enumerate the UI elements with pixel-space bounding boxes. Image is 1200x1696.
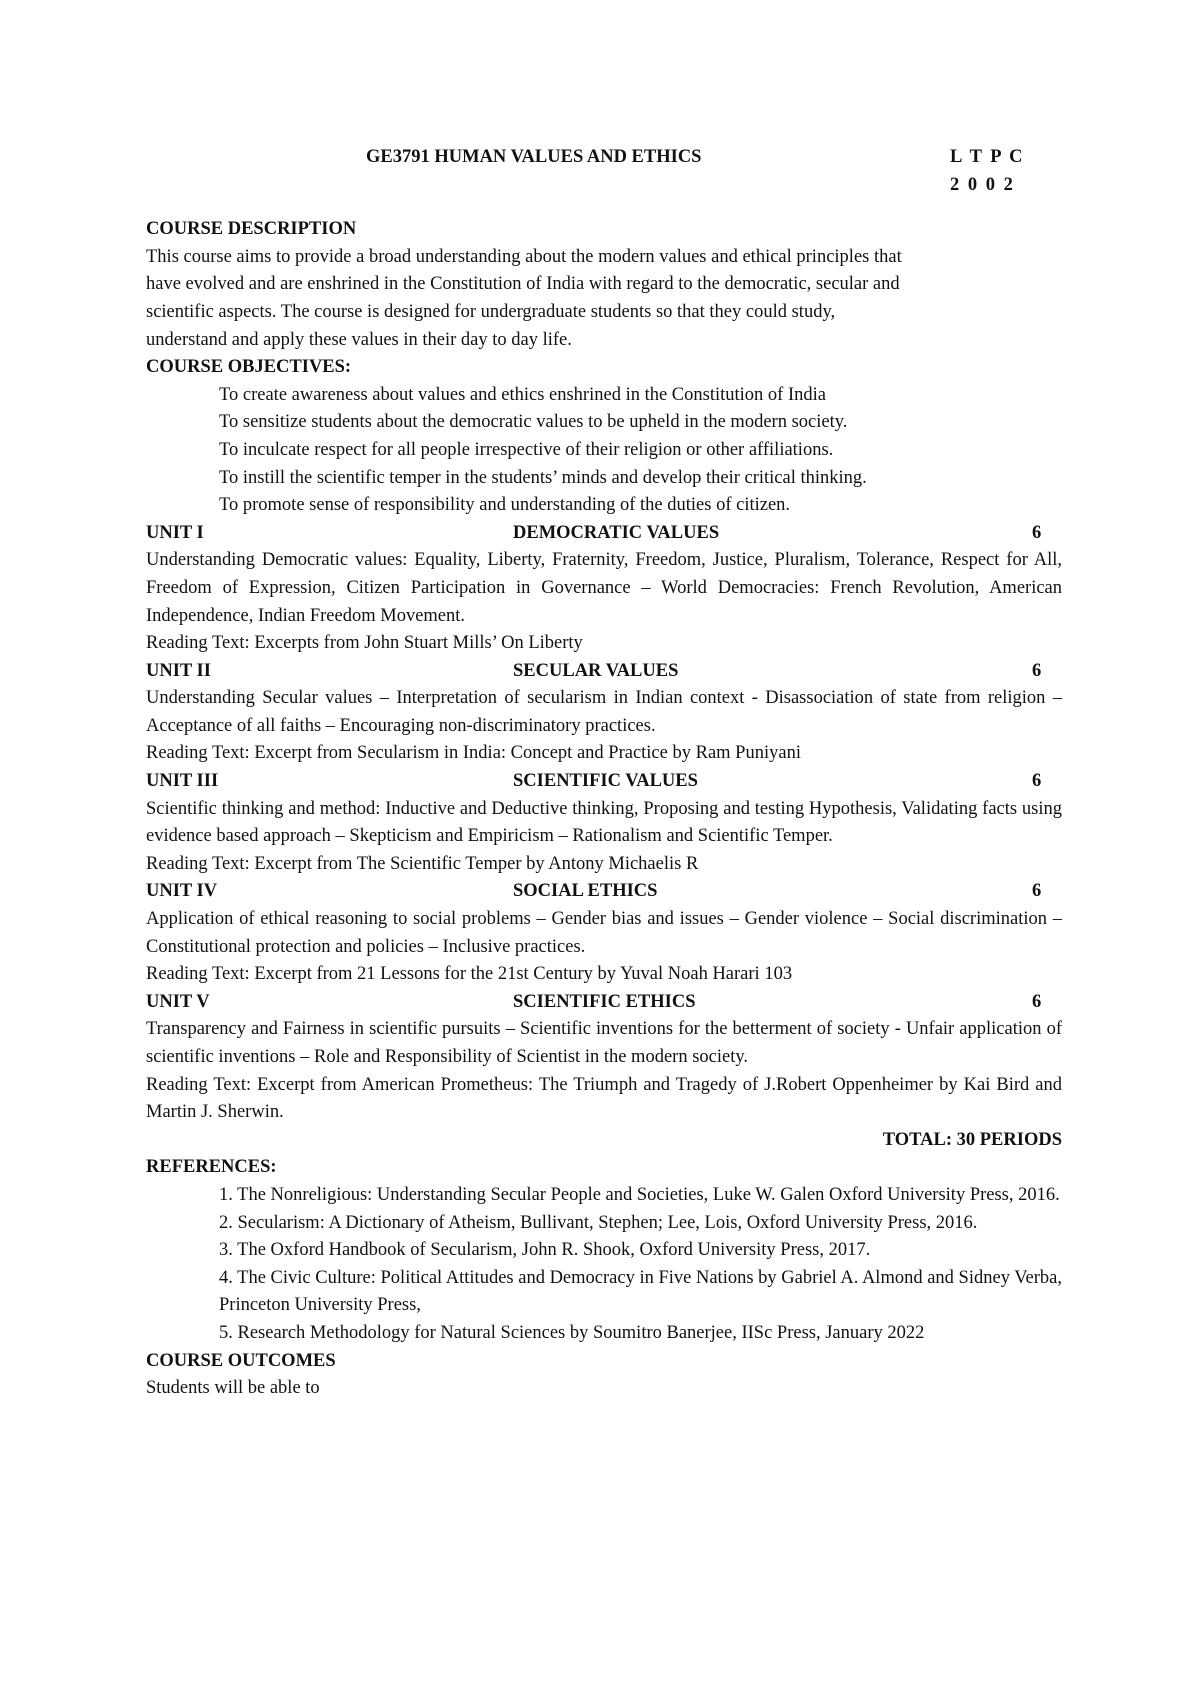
unit-hours: 6: [1032, 522, 1042, 543]
unit-header-3: [146, 768, 1062, 796]
description-line: have evolved and are enshrined in the Constitution of India with regard to the democratic, secular and: [146, 274, 900, 295]
unit-number: UNIT III: [146, 771, 219, 792]
unit-hours: 6: [1032, 991, 1042, 1012]
unit-header-5: [146, 989, 1062, 1017]
unit-header-4: [146, 878, 1062, 906]
unit-number: UNIT II: [146, 660, 211, 681]
unit-title: SCIENTIFIC ETHICS: [513, 991, 696, 1012]
unit-number: UNIT V: [146, 991, 210, 1012]
unit-hours: 6: [1032, 771, 1042, 792]
total-periods: TOTAL: 30 PERIODS: [882, 1129, 1062, 1150]
description-line: This course aims to provide a broad understanding about the modern values and ethical principles that: [146, 246, 902, 267]
unit-header-2: [146, 658, 1062, 686]
reference-item: 3. The Oxford Handbook of Secularism, John R. Shook, Oxford University Press, 2017.: [219, 1240, 871, 1261]
objectives-list: [146, 382, 1062, 520]
unit-reading-text: Reading Text: Excerpts from John Stuart Mills’ On Liberty: [146, 633, 583, 654]
unit-title: SECULAR VALUES: [513, 660, 679, 681]
unit-reading-text: Reading Text: Excerpt from The Scientific Temper by Antony Michaelis R: [146, 853, 699, 874]
reference-item: 1. The Nonreligious: Understanding Secular People and Societies, Luke W. Galen Oxford University Press, 2016.: [219, 1184, 1060, 1205]
course-objectives-heading: COURSE OBJECTIVES:: [146, 357, 352, 378]
unit-hours: 6: [1032, 660, 1042, 681]
credits-value: 2 0 0 2: [950, 174, 1015, 195]
course-title: GE3791 HUMAN VALUES AND ETHICS: [366, 147, 702, 167]
reference-item: 2. Secularism: A Dictionary of Atheism, Bullivant, Stephen; Lee, Lois, Oxford University Press, 2016.: [219, 1212, 978, 1233]
course-outcomes-heading: COURSE OUTCOMES: [146, 1350, 336, 1371]
reference-item: 5. Research Methodology for Natural Sciences by Soumitro Banerjee, IISc Press, January 2022: [219, 1322, 925, 1343]
unit-content: Transparency and Fairness in scientific pursuits – Scientific inventions for the betterment of society - Unfair application of scientific inventions – Role and Responsibility of Scientist in the modern society.: [146, 1019, 1062, 1067]
unit-content: Application of ethical reasoning to social problems – Gender bias and issues – Gender violence – Social discrimination – Constitutional protection and policies – Inclusive practices.: [146, 909, 1062, 957]
credits-row: [146, 172, 1062, 200]
course-outcomes-intro: Students will be able to: [146, 1378, 320, 1399]
objective-item: To create awareness about values and ethics enshrined in the Constitution of India: [219, 384, 826, 405]
description-line: understand and apply these values in their day to day life.: [146, 329, 572, 350]
unit-content: Scientific thinking and method: Inductive and Deductive thinking, Proposing and testing Hypothesis, Validating facts using evidence based approach – Skepticism and Empiricism – Rationalism and Scientific Temper.: [146, 798, 1062, 847]
unit-title: DEMOCRATIC VALUES: [513, 522, 720, 543]
unit-content: Understanding Democratic values: Equality, Liberty, Fraternity, Freedom, Justice, Pluralism, Tolerance, Respect for All, Freedom of Expression, Citizen Participation in Governance – World Democracies: French Revolution, American Independence, Indian Freedom Movement.: [146, 550, 1062, 626]
objective-item: To promote sense of responsibility and understanding of the duties of citizen.: [219, 495, 791, 516]
objective-item: To inculcate respect for all people irrespective of their religion or other affiliations.: [219, 439, 834, 460]
course-description-text: [146, 244, 1062, 354]
objective-item: To instill the scientific temper in the students’ minds and develop their critical thinking.: [219, 467, 867, 488]
unit-title: SCIENTIFIC VALUES: [513, 771, 698, 792]
unit-reading-text: Reading Text: Excerpt from American Prometheus: The Triumph and Tragedy of J.Robert Oppenheimer by Kai Bird and Martin J. Sherwin.: [146, 1074, 1062, 1123]
reference-item: 4. The Civic Culture: Political Attitudes and Democracy in Five Nations by Gabriel A. Almond and Sidney Verba, Princeton University Press,: [219, 1267, 1062, 1316]
ltpc-label: L T P C: [950, 147, 1025, 167]
syllabus-page: [146, 144, 1062, 1403]
unit-header-1: [146, 520, 1062, 548]
course-description-heading: COURSE DESCRIPTION: [146, 219, 357, 240]
unit-reading-text: Reading Text: Excerpt from 21 Lessons for the 21st Century by Yuval Noah Harari 103: [146, 964, 793, 985]
course-header: [146, 144, 1062, 172]
references-heading: REFERENCES:: [146, 1157, 277, 1178]
description-line: scientific aspects. The course is designed for undergraduate students so that they could study,: [146, 301, 836, 322]
unit-reading-text: Reading Text: Excerpt from Secularism in India: Concept and Practice by Ram Puniyani: [146, 743, 801, 764]
unit-number: UNIT IV: [146, 881, 218, 902]
unit-number: UNIT I: [146, 522, 204, 543]
unit-hours: 6: [1032, 881, 1042, 902]
unit-content: Understanding Secular values – Interpretation of secularism in Indian context - Disassociation of state from religion – Acceptance of all faiths – Encouraging non-discriminatory practices.: [146, 688, 1062, 736]
objective-item: To sensitize students about the democratic values to be upheld in the modern society.: [219, 412, 848, 433]
unit-title: SOCIAL ETHICS: [513, 881, 658, 902]
